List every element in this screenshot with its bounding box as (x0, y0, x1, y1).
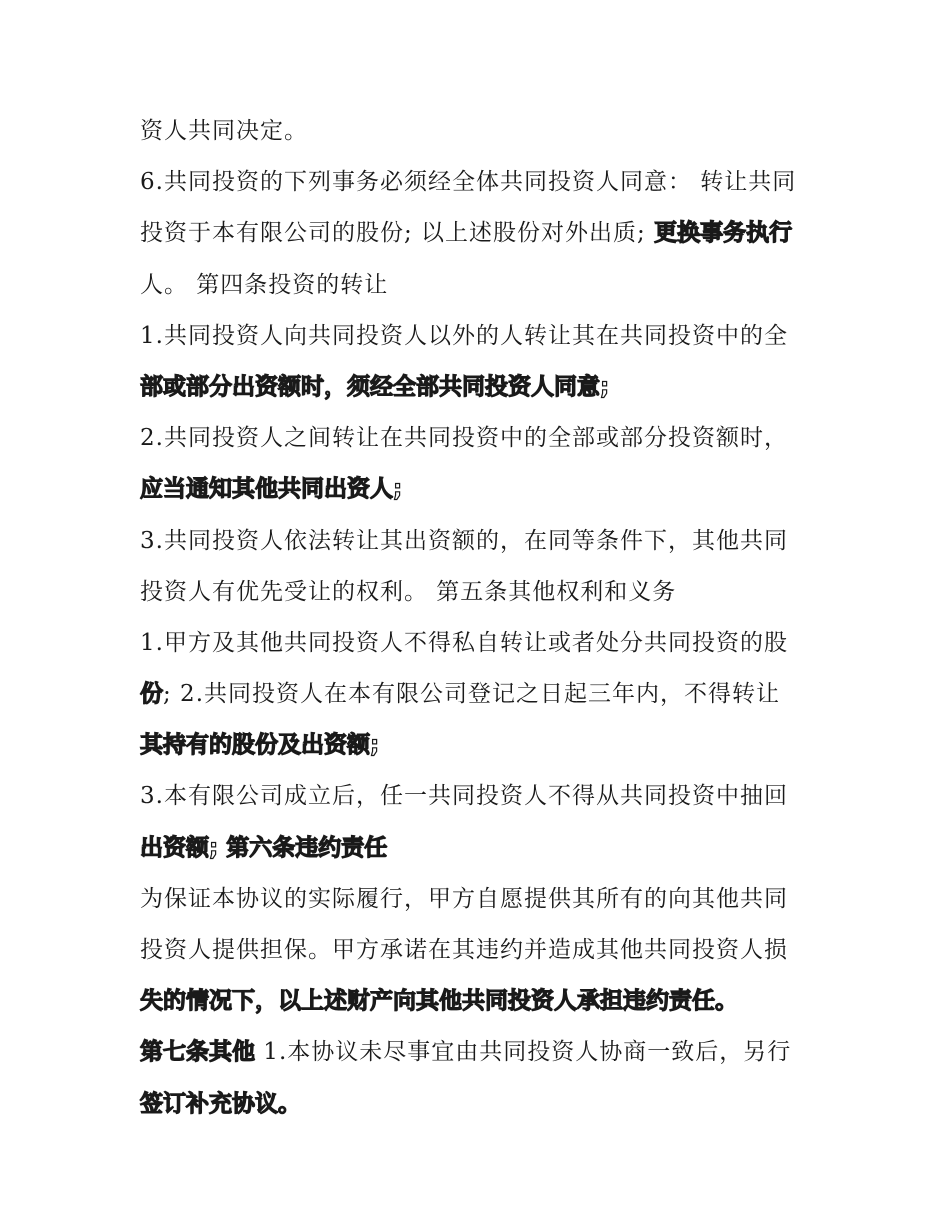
outlined-text-segment: 应当通知其他共同出资人; (140, 476, 403, 503)
text-segment: 投资人有优先受让的权利。 第五条其他权利和义务 (140, 578, 677, 605)
text-segment: 1.本协议未尽事宜由共同投资人协商一致后，另行 (255, 1039, 792, 1066)
text-line (140, 771, 820, 822)
outlined-text-segment: 部或部分出资额时，须经全部共同投资人同意; (140, 373, 610, 400)
text-line (140, 618, 820, 669)
text-line (140, 311, 820, 362)
text-line (140, 260, 820, 311)
outlined-text-segment: 失的情况下，以上述财产向其他共同投资人承担违约责任。 (140, 988, 738, 1015)
text-line (140, 1027, 820, 1078)
text-segment: 1.共同投资人向共同投资人以外的人转让其在共同投资中的全 (140, 322, 788, 349)
text-line (140, 208, 820, 259)
text-segment: 1.甲方及其他共同投资人不得私自转让或者处分共同投资的股 (140, 629, 788, 656)
text-line (140, 157, 820, 208)
text-segment: 3.本有限公司成立后，任一共同投资人不得从共同投资中抽回 (140, 783, 788, 810)
outlined-text-segment: 签订补充协议。 (140, 1090, 301, 1117)
document-body (140, 106, 820, 1130)
text-line (140, 976, 820, 1027)
outlined-text-segment: 出资额; 第六条违约责任 (140, 834, 388, 861)
text-segment: 投资人提供担保。甲方承诺在其违约并造成其他共同投资人损 (140, 937, 788, 963)
text-segment: ; 2.共同投资人在本有限公司登记之日起三年内，不得转让 (163, 681, 781, 708)
text-line (140, 1079, 820, 1130)
text-line (140, 874, 820, 925)
outlined-text-segment: 第七条其他 (140, 1039, 255, 1066)
text-line (140, 106, 820, 157)
text-line (140, 362, 820, 413)
text-line (140, 823, 820, 874)
text-segment: 6.共同投资的下列事务必须经全体共同投资人同意： 转让共同 (140, 169, 797, 196)
text-line (140, 567, 820, 618)
text-segment: 资人共同决定。 (140, 118, 308, 144)
outlined-text-segment: 份 (140, 681, 163, 708)
text-segment: 3.共同投资人依法转让其出资额的，在同等条件下，其他共同 (140, 527, 788, 554)
outlined-text-segment: 更换事务执行 (654, 220, 793, 247)
text-line (140, 669, 820, 720)
text-segment: 人。 第四条投资的转让 (140, 271, 389, 298)
text-line (140, 464, 820, 515)
outlined-text-segment: 其持有的股份及出资额; (140, 732, 380, 759)
text-segment: 投资于本有限公司的股份; 以上述股份对外出质; (140, 220, 655, 247)
text-line (140, 925, 820, 976)
text-line (140, 720, 820, 771)
text-segment: 为保证本协议的实际履行，甲方自愿提供其所有的向其他共同 (140, 885, 788, 912)
text-line (140, 516, 820, 567)
text-line (140, 413, 820, 464)
text-segment: 2.共同投资人之间转让在共同投资中的全部或部分投资额时， (140, 425, 788, 452)
